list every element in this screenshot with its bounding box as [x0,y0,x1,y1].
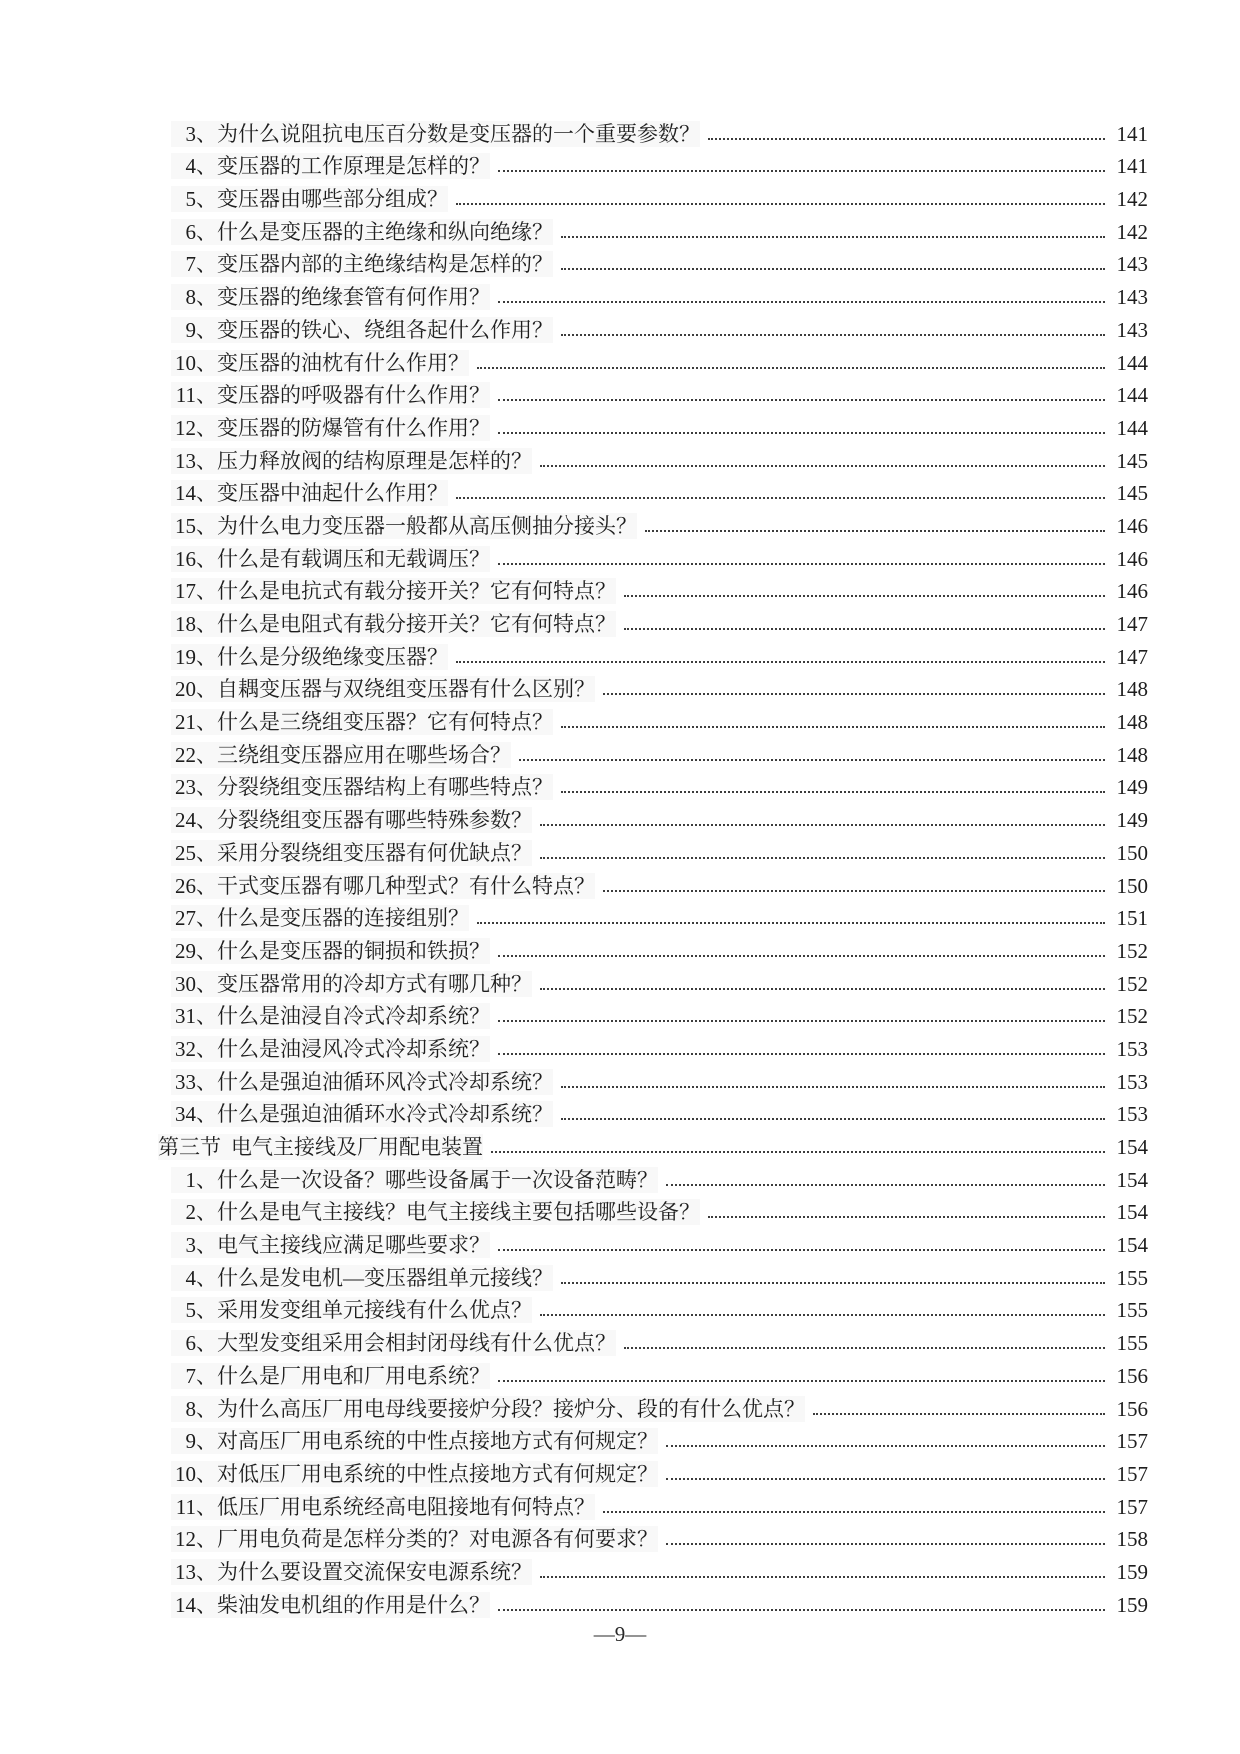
dot-leader [498,1020,1105,1022]
dot-leader [477,922,1105,924]
entry-number: 9、 [185,1429,217,1454]
toc-entry-main [171,1494,595,1520]
entry-number: 14、 [175,481,217,506]
entry-number: 9、 [185,317,217,342]
entry-number: 20、 [175,677,217,702]
entry-page-number: 144 [1116,415,1148,440]
toc-entry [158,800,1148,833]
entry-number: 12、 [175,1527,217,1552]
dot-leader [645,530,1105,532]
toc-entry [158,1585,1148,1618]
entry-title: 什么是分级绝缘变压器？ [217,644,448,669]
dot-leader [456,203,1105,205]
entry-page-number: 154 [1116,1167,1148,1192]
dot-leader [491,1151,1105,1153]
entry-page-number: 142 [1116,219,1148,244]
entry-page-number: 149 [1116,808,1148,833]
entry-number: 33、 [175,1069,217,1094]
dot-leader [540,988,1105,990]
entry-number: 26、 [175,873,217,898]
entry-title: 三绕组变压器应用在哪些场合？ [217,742,511,767]
entry-page-number: 157 [1116,1429,1148,1454]
toc-entry-main [171,578,616,604]
entry-page-number: 153 [1116,1036,1148,1061]
entry-title: 为什么要设置交流保安电源系统？ [217,1559,532,1584]
entry-title: 什么是油浸自冷式冷却系统？ [217,1004,490,1029]
entry-number: 5、 [185,1298,217,1323]
dot-leader [561,726,1105,728]
entry-page-number: 158 [1116,1527,1148,1552]
toc-entry-main [171,709,553,735]
toc-entry-main [171,415,490,441]
entry-number: 10、 [175,350,217,375]
entry-title: 什么是油浸风冷式冷却系统？ [217,1036,490,1061]
toc-entry-main [171,219,553,245]
toc-entry-main [171,317,553,343]
toc-entry [158,408,1148,441]
dot-leader [666,1543,1105,1545]
toc-entry-main [171,873,595,899]
toc-entry-main [171,644,448,670]
entry-page-number: 154 [1116,1233,1148,1258]
toc-entry [158,539,1148,572]
dot-leader [498,563,1105,565]
dot-leader [498,1249,1105,1251]
entry-page-number: 145 [1116,448,1148,473]
toc-entry-main [171,1297,532,1323]
toc-entry [158,1193,1148,1226]
dot-leader [498,399,1105,401]
dot-leader [561,1086,1105,1088]
entry-title: 对低压厂用电系统的中性点接地方式有何规定？ [217,1461,658,1486]
entry-page-number: 159 [1116,1592,1148,1617]
toc-entry [158,114,1148,147]
dot-leader [624,595,1105,597]
entry-title: 变压器的防爆管有什么作用？ [217,415,490,440]
entry-number: 24、 [175,808,217,833]
entry-number: 32、 [175,1036,217,1061]
toc-entry [158,1520,1148,1553]
entry-title: 变压器的油枕有什么作用？ [217,350,469,375]
toc-entry [158,1422,1148,1455]
entry-page-number: 150 [1116,840,1148,865]
toc-entry [158,1062,1148,1095]
entry-page-number: 149 [1116,775,1148,800]
entry-title: 变压器常用的冷却方式有哪几种？ [217,971,532,996]
entry-title: 什么是有载调压和无载调压？ [217,546,490,571]
dot-leader [708,1216,1105,1218]
entry-number: 10、 [175,1461,217,1486]
entry-page-number: 156 [1116,1396,1148,1421]
entry-page-number: 148 [1116,710,1148,735]
dot-leader [498,1053,1105,1055]
entry-title: 为什么电力变压器一般都从高压侧抽分接头？ [217,513,637,538]
entry-title: 什么是变压器的连接组别？ [217,906,469,931]
toc-entry [158,1291,1148,1324]
entry-number: 4、 [185,1265,217,1290]
page-number: —9— [593,1622,647,1646]
entry-page-number: 147 [1116,644,1148,669]
dot-leader [666,1184,1105,1186]
entry-title: 什么是三绕组变压器？它有何特点？ [217,710,553,735]
toc-entry [158,1323,1148,1356]
entry-number: 14、 [175,1592,217,1617]
entry-page-number: 141 [1116,154,1148,179]
toc-entry-main [171,938,490,964]
entry-page-number: 143 [1116,317,1148,342]
entry-number: 29、 [175,938,217,963]
toc-entry-main [171,153,490,179]
entry-page-number: 154 [1116,1200,1148,1225]
entry-number: 34、 [175,1102,217,1127]
toc-entry [158,899,1148,932]
toc-entry [158,604,1148,637]
dot-leader [498,170,1105,172]
entry-title: 为什么高压厂用电母线要接炉分段？接炉分、段的有什么优点？ [217,1396,805,1421]
toc-entry-main [171,1461,658,1487]
toc-entry [158,1356,1148,1389]
entry-title: 什么是发电机—变压器组单元接线？ [217,1265,553,1290]
toc-entry [158,179,1148,212]
toc-entry-main [171,121,700,147]
entry-page-number: 151 [1116,906,1148,931]
entry-page-number: 152 [1116,971,1148,996]
entry-number: 3、 [185,1233,217,1258]
entry-page-number: 156 [1116,1363,1148,1388]
section-title: 电气主接线及厂用配电装置 [231,1135,483,1159]
dot-leader [540,824,1105,826]
entry-page-number: 157 [1116,1494,1148,1519]
entry-number: 31、 [175,1004,217,1029]
dot-leader [666,1445,1105,1447]
toc-entry [158,1454,1148,1487]
toc-entry-main [171,1363,490,1389]
dot-leader [498,432,1105,434]
entry-page-number: 153 [1116,1102,1148,1127]
toc-entry-main [171,1265,553,1291]
toc-entry [158,277,1148,310]
toc-entry [158,735,1148,768]
toc-entry [158,343,1148,376]
toc-entry-main [171,742,511,768]
entry-title: 什么是厂用电和厂用电系统？ [217,1363,490,1388]
toc-entry [158,1029,1148,1062]
dot-leader [498,1380,1105,1382]
toc-entry-main [158,1134,483,1160]
dot-leader [540,1576,1105,1578]
toc-entry [158,212,1148,245]
toc-entry-main [171,513,637,539]
entry-title: 变压器内部的主绝缘结构是怎样的？ [217,252,553,277]
dot-leader [540,465,1105,467]
toc-entry-main [171,1167,658,1193]
toc-entry-main [171,1199,700,1225]
entry-number: 7、 [185,252,217,277]
entry-page-number: 152 [1116,1004,1148,1029]
toc-entry-main [171,1592,490,1618]
entry-number: 18、 [175,612,217,636]
toc-entry [158,506,1148,539]
entry-number: 16、 [175,546,217,571]
entry-number: 30、 [175,971,217,996]
dot-leader [561,268,1105,270]
entry-number: 4、 [185,154,217,179]
dot-leader [456,661,1105,663]
entry-title: 分裂绕组变压器有哪些特殊参数？ [217,808,532,833]
toc-entry [158,1487,1148,1520]
toc-entry-main [171,480,448,506]
toc-list [158,114,1148,1618]
entry-number: 3、 [185,121,217,146]
section-label: 第三节 [158,1135,221,1159]
toc-entry [158,637,1148,670]
dot-leader [456,497,1105,499]
entry-number: 17、 [175,579,217,604]
toc-entry [158,768,1148,801]
entry-title: 什么是电阻式有载分接开关？它有何特点？ [217,612,616,636]
entry-page-number: 146 [1116,579,1148,604]
entry-number: 1、 [185,1167,217,1192]
toc-entry [158,147,1148,180]
entry-number: 13、 [175,448,217,473]
entry-page-number: 146 [1116,513,1148,538]
dot-leader [624,1347,1105,1349]
entry-page-number: 143 [1116,285,1148,310]
dot-leader [666,1478,1105,1480]
entry-number: 6、 [185,1331,217,1356]
toc-entry [158,474,1148,507]
toc-entry [158,1258,1148,1291]
entry-page-number: 155 [1116,1265,1148,1290]
dot-leader [498,955,1105,957]
dot-leader [561,334,1105,336]
toc-entry-main [171,382,490,408]
entry-page-number: 147 [1116,612,1148,636]
toc-entry-main [171,774,553,800]
dot-leader [498,301,1105,303]
toc-entry-main [171,1526,658,1552]
toc-entry [158,866,1148,899]
dot-leader [561,791,1105,793]
toc-entry-main [171,905,469,931]
toc-entry-main [171,1396,805,1422]
dot-leader [498,1609,1105,1611]
entry-number: 7、 [185,1363,217,1388]
entry-page-number: 144 [1116,383,1148,408]
entry-title: 变压器中油起什么作用？ [217,481,448,506]
entry-page-number: 145 [1116,481,1148,506]
toc-entry [158,964,1148,997]
toc-entry-main [171,448,532,474]
toc-entry-main [171,1003,490,1029]
toc-entry-main [171,676,595,702]
toc-entry [158,310,1148,343]
toc-entry-main [171,971,532,997]
entry-number: 11、 [175,1494,217,1519]
entry-number: 23、 [175,775,217,800]
entry-number: 25、 [175,840,217,865]
entry-title: 压力释放阀的结构原理是怎样的？ [217,448,532,473]
entry-title: 什么是变压器的主绝缘和纵向绝缘？ [217,219,553,244]
entry-title: 变压器的工作原理是怎样的？ [217,154,490,179]
entry-page-number: 146 [1116,546,1148,571]
dot-leader [561,1118,1105,1120]
entry-page-number: 152 [1116,938,1148,963]
entry-title: 什么是一次设备？哪些设备属于一次设备范畴？ [217,1167,658,1192]
toc-entry [158,441,1148,474]
toc-entry-main [171,1101,553,1127]
dot-leader [603,1511,1105,1513]
entry-number: 11、 [175,383,217,408]
entry-number: 8、 [185,285,217,310]
entry-page-number: 141 [1116,121,1148,146]
entry-page-number: 153 [1116,1069,1148,1094]
toc-entry [158,1095,1148,1128]
entry-number: 8、 [185,1396,217,1421]
entry-title: 什么是强迫油循环水冷式冷却系统？ [217,1102,553,1127]
entry-page-number: 148 [1116,742,1148,767]
toc-entry [158,245,1148,278]
entry-number: 12、 [175,415,217,440]
entry-page-number: 150 [1116,873,1148,898]
toc-entry-main [171,350,469,376]
toc-entry-main [171,1069,553,1095]
entry-page-number: 144 [1116,350,1148,375]
toc-entry-main [171,840,532,866]
entry-number: 19、 [175,644,217,669]
toc-entry-main [171,807,532,833]
entry-title: 采用发变组单元接线有什么优点？ [217,1298,532,1323]
entry-title: 变压器的铁心、绕组各起什么作用？ [217,317,553,342]
toc-entry-main [171,1559,532,1585]
entry-number: 13、 [175,1559,217,1584]
toc-entry-main [171,186,448,212]
toc-section-heading [158,1127,1148,1160]
toc-entry [158,931,1148,964]
toc-entry-main [171,611,616,637]
entry-title: 变压器的绝缘套管有何作用？ [217,285,490,310]
entry-number: 27、 [175,906,217,931]
toc-entry [158,1225,1148,1258]
entry-page-number: 143 [1116,252,1148,277]
dot-leader [561,1282,1105,1284]
dot-leader [540,1314,1105,1316]
entry-number: 22、 [175,742,217,767]
toc-entry-main [171,251,553,277]
dot-leader [603,890,1105,892]
entry-page-number: 159 [1116,1559,1148,1584]
entry-page-number: 142 [1116,187,1148,212]
entry-page-number: 157 [1116,1461,1148,1486]
entry-number: 6、 [185,219,217,244]
entry-title: 厂用电负荷是怎样分类的？对电源各有何要求？ [217,1527,658,1552]
toc-entry [158,376,1148,409]
entry-number: 5、 [185,187,217,212]
entry-title: 采用分裂绕组变压器有何优缺点？ [217,840,532,865]
toc-entry-main [171,1232,490,1258]
dot-leader [624,628,1105,630]
toc-entry-main [171,546,490,572]
entry-page-number: 155 [1116,1298,1148,1323]
entry-title: 低压厂用电系统经高电阻接地有何特点？ [217,1494,595,1519]
toc-entry [158,1389,1148,1422]
dot-leader [540,857,1105,859]
toc-entry-main [171,1330,616,1356]
toc-entry [158,702,1148,735]
entry-page-number: 155 [1116,1331,1148,1356]
dot-leader [708,138,1105,140]
entry-title: 变压器由哪些部分组成？ [217,187,448,212]
entry-title: 大型发变组采用会相封闭母线有什么优点？ [217,1331,616,1356]
entry-title: 分裂绕组变压器结构上有哪些特点？ [217,775,553,800]
toc-entry [158,670,1148,703]
entry-title: 电气主接线应满足哪些要求？ [217,1233,490,1258]
toc-entry [158,997,1148,1030]
entry-number: 2、 [185,1200,217,1225]
dot-leader [603,693,1105,695]
entry-title: 对高压厂用电系统的中性点接地方式有何规定？ [217,1429,658,1454]
entry-title: 自耦变压器与双绕组变压器有什么区别？ [217,677,595,702]
entry-title: 变压器的呼吸器有什么作用？ [217,383,490,408]
entry-title: 什么是强迫油循环风冷式冷却系统？ [217,1069,553,1094]
entry-title: 什么是电抗式有载分接开关？它有何特点？ [217,579,616,604]
dot-leader [813,1413,1105,1415]
entry-title: 为什么说阻抗电压百分数是变压器的一个重要参数？ [217,121,700,146]
dot-leader [477,367,1105,369]
dot-leader [561,236,1105,238]
toc-entry [158,833,1148,866]
entry-title: 什么是电气主接线？电气主接线主要包括哪些设备？ [217,1200,700,1225]
entry-page-number: 148 [1116,677,1148,702]
dot-leader [519,759,1105,761]
toc-entry-main [171,284,490,310]
page-footer [0,1622,1240,1647]
entry-title: 什么是变压器的铜损和铁损？ [217,938,490,963]
toc-entry-main [171,1036,490,1062]
toc-entry [158,1552,1148,1585]
entry-title: 干式变压器有哪几种型式？有什么特点？ [217,873,595,898]
toc-entry [158,572,1148,605]
entry-number: 15、 [175,513,217,538]
entry-page-number: 154 [1116,1135,1148,1159]
entry-title: 柴油发电机组的作用是什么？ [217,1592,490,1617]
entry-number: 21、 [175,710,217,735]
toc-entry [158,1160,1148,1193]
toc-entry-main [171,1428,658,1454]
